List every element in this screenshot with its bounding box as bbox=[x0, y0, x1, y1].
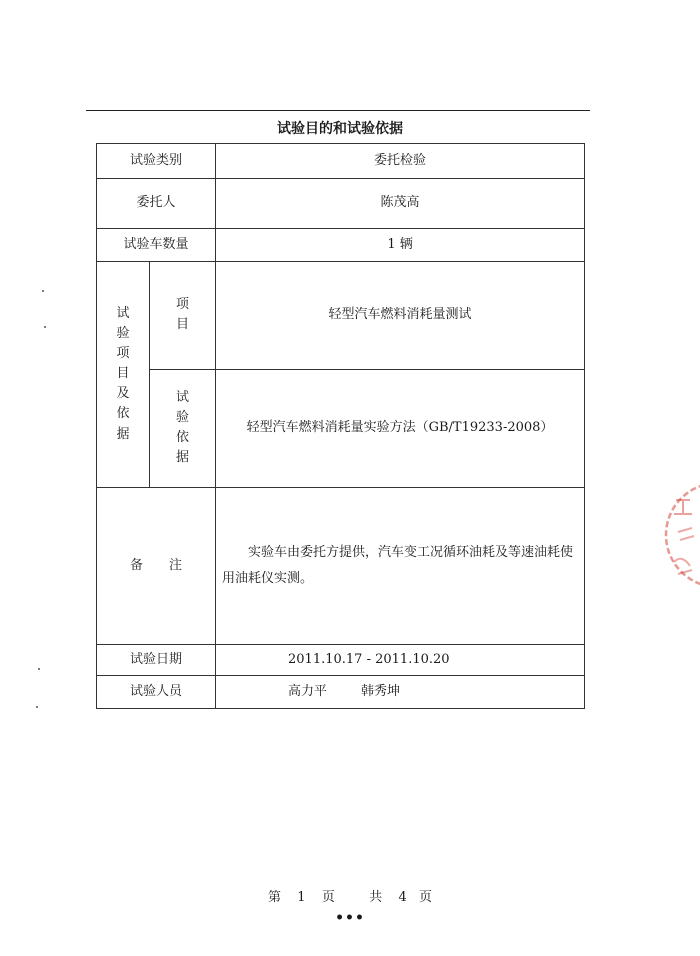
label-remarks: 备 注 bbox=[97, 488, 216, 645]
value-item: 轻型汽车燃料消耗量测试 bbox=[216, 262, 585, 370]
header-rule bbox=[86, 110, 590, 111]
page-prefix: 第 bbox=[267, 890, 281, 905]
page-footer bbox=[0, 886, 700, 905]
value-vehicle-count: 1 辆 bbox=[216, 229, 585, 262]
item-basis-group-text: 试验项目及依据 bbox=[116, 305, 130, 442]
label-test-date: 试验日期 bbox=[97, 645, 216, 676]
document-title: 试验目的和试验依据 bbox=[277, 121, 403, 137]
page-unit: 页 bbox=[321, 890, 335, 905]
value-basis: 轻型汽车燃料消耗量实验方法（GB/T19233-2008） bbox=[216, 370, 585, 488]
basis-label-text: 试验依据 bbox=[175, 389, 189, 466]
personnel-name-1: 高力平 bbox=[288, 683, 328, 699]
label-test-category: 试验类别 bbox=[97, 144, 216, 179]
value-client: 陈茂高 bbox=[216, 179, 585, 229]
total-prefix: 共 bbox=[369, 890, 383, 905]
value-remarks: 实验车由委托方提供，汽车变工况循环油耗及等速油耗使用油耗仪实测。 bbox=[216, 488, 585, 645]
label-item-basis-group bbox=[97, 262, 150, 488]
row-test-category bbox=[97, 144, 585, 179]
scan-speck bbox=[44, 326, 46, 328]
total-pages: 4 bbox=[398, 890, 407, 905]
row-client bbox=[97, 179, 585, 229]
label-client: 委托人 bbox=[97, 179, 216, 229]
row-test-item bbox=[97, 262, 585, 370]
label-basis bbox=[150, 370, 216, 488]
test-info-table bbox=[96, 143, 585, 709]
scan-speck bbox=[36, 706, 38, 708]
scan-speck bbox=[38, 668, 40, 670]
row-personnel bbox=[97, 676, 585, 709]
item-label-text: 项目 bbox=[175, 297, 189, 333]
row-test-basis bbox=[97, 370, 585, 488]
value-personnel bbox=[216, 676, 585, 709]
value-test-date: 2011.10.17 - 2011.10.20 bbox=[216, 645, 585, 676]
seal-stamp-fragment bbox=[656, 470, 700, 600]
value-test-category: 委托检验 bbox=[216, 144, 585, 179]
total-unit: 页 bbox=[419, 890, 433, 905]
row-test-date bbox=[97, 645, 585, 676]
ellipsis-mark: ••• bbox=[335, 910, 365, 926]
page-number: 1 bbox=[297, 890, 306, 905]
row-remarks bbox=[97, 488, 585, 645]
scan-speck bbox=[42, 290, 44, 292]
row-vehicle-count bbox=[97, 229, 585, 262]
label-personnel: 试验人员 bbox=[97, 676, 216, 709]
seal-icon bbox=[656, 470, 700, 600]
personnel-name-2: 韩秀坤 bbox=[361, 683, 401, 699]
label-item bbox=[150, 262, 216, 370]
label-vehicle-count: 试验车数量 bbox=[97, 229, 216, 262]
